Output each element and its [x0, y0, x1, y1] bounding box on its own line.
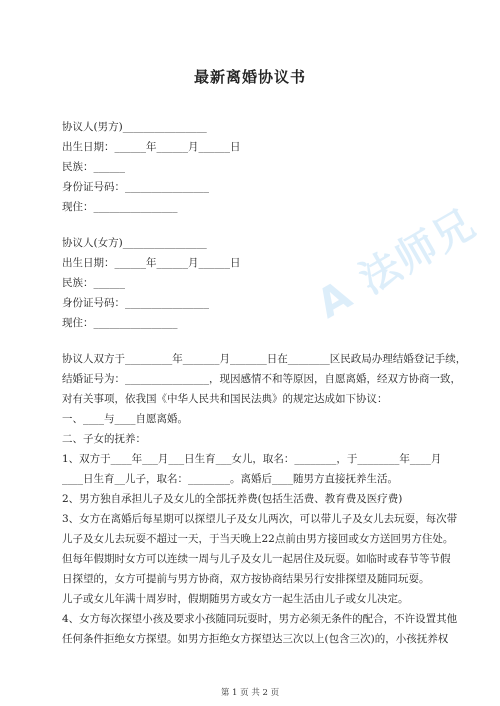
female-id-line: 身份证号码：________________	[62, 297, 209, 309]
female-address-line: 现住：________________	[62, 317, 178, 329]
paragraph-line: 1、双方于____年___月___日生育___女儿，取名：________，于________年____月	[62, 453, 442, 465]
paragraph-line: 一、____与____自愿离婚。	[62, 413, 188, 425]
paragraph-line: ____日生育__儿子，取名：________。离婚后____随男方直接抚养生活。	[62, 473, 398, 485]
paragraph-line: 结婚证号为：________________，现因感情不和等原因，自愿离婚，经双方协商一致，	[62, 373, 461, 385]
female-party-line: 协议人(女方)________________	[62, 237, 207, 249]
male-ethnicity-line: 民族：______	[62, 161, 125, 173]
paragraph-line: 4、女方每次探望小孩及要求小孩随同玩耍时，男方必须无条件的配合，不许设置其他	[62, 613, 458, 625]
paragraph-line: 3、女方在离婚后每星期可以探望儿子及女儿两次，可以带儿子及女儿去玩耍，每次带	[62, 513, 458, 525]
paragraph-line: 对有关事项，依我国《中华人民共和国民法典》的规定达成如下协议：	[62, 393, 388, 405]
male-id-line: 身份证号码：________________	[62, 181, 209, 193]
female-birthdate-line: 出生日期：______年______月______日	[62, 257, 241, 269]
paragraph-line: 儿子及女儿去玩耍不超过一天，于当天晚上22点前由男方接回或女方送回男方住处。	[62, 533, 454, 545]
female-ethnicity-line: 民族：______	[62, 277, 125, 289]
paragraph-line: 任何条件拒绝女方探望。如男方拒绝女方探望达三次以上(包含三次)的，小孩抚养权	[62, 633, 449, 645]
paragraph-line: 2、男方独自承担儿子及女儿的全部抚养费(包括生活费、教育费及医疗费)	[62, 493, 403, 505]
page-footer: 第 1 页 共 2 页	[220, 688, 280, 698]
paragraph-line: 日探望的，女方可提前与男方协商，双方按协商结果另行安排探望及随同玩耍。	[62, 573, 430, 585]
male-party-line: 协议人(男方)________________	[62, 121, 207, 133]
male-address-line: 现住：________________	[62, 201, 178, 213]
paragraph-line: 儿子或女儿年满十周岁时，假期随男方或女方一起生活由儿子或女儿决定。	[62, 593, 409, 605]
section-heading: 二、子女的抚养：	[62, 433, 146, 445]
watermark: A 法师兄	[309, 200, 484, 328]
page-title: 最新离婚协议书	[193, 68, 306, 86]
paragraph-line: 但每年假期时女方可以连续一周与儿子及女儿一起居住及玩耍。如临时或春节等节假	[62, 553, 451, 565]
male-birthdate-line: 出生日期：______年______月______日	[62, 141, 241, 153]
paragraph-line: 协议人双方于_________年_______月_______日在________区民政局办理结婚登记手续，	[62, 353, 467, 365]
